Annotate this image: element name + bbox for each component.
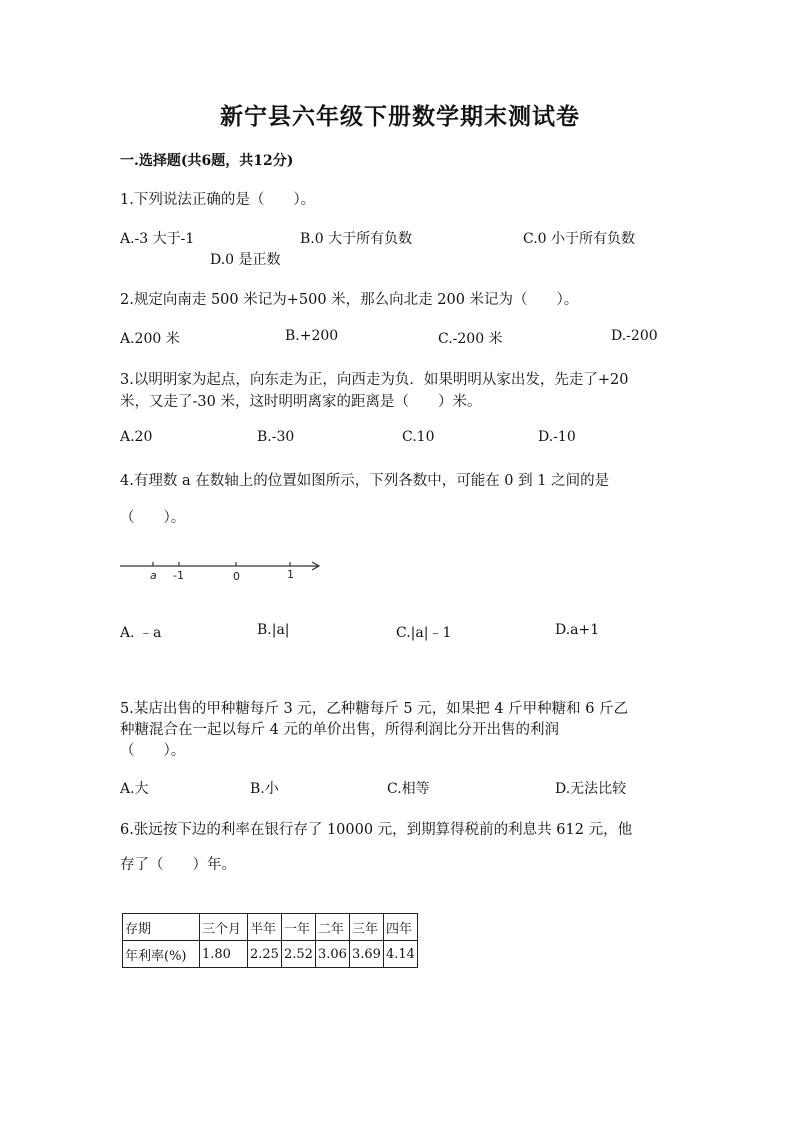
table-cell: 3.69 [350,941,384,968]
section-heading: 一.选择题(共6题，共12分) [120,153,294,169]
table-cell: 存期 [123,914,200,941]
table-cell: 年利率(%) [123,941,200,968]
question-1-stem: 1.下列说法正确的是（ ）。 [120,192,316,208]
table-cell: 半年 [248,914,282,941]
table-cell: 4.14 [384,941,418,968]
q3-option-b: B.-30 [257,429,295,445]
question-5-line-2: 种糖混合在一起以每斤 4 元的单价出售，所得利润比分开出售的利润 [120,722,559,738]
q2-option-b: B.+200 [285,328,339,344]
q1-option-d: D.0 是正数 [210,252,281,268]
q3-option-c: C.10 [402,429,435,445]
q2-option-c: C.-200 米 [438,331,503,347]
q1-option-a: A.-3 大于-1 [120,231,195,247]
table-cell: 一年 [282,914,316,941]
q2-option-d: D.-200 [611,328,658,344]
question-5-line-1: 5.某店出售的甲种糖每斤 3 元，乙种糖每斤 5 元，如果把 4 斤甲种糖和 6 斤乙 [120,701,629,717]
q5-option-d: D.无法比较 [555,781,627,797]
q1-option-b: B.0 大于所有负数 [300,231,413,247]
table-row-header [123,914,418,941]
question-6-line-2: 存了（ ）年。 [120,857,236,873]
q3-option-a: A.20 [120,429,153,445]
interest-rate-table [122,913,418,968]
question-6-line-1: 6.张远按下边的利率在银行存了 10000 元，到期算得税前的利息共 612 元，他 [120,822,633,838]
table-cell: 二年 [316,914,350,941]
q1-option-c: C.0 小于所有负数 [523,231,636,247]
axis-label-neg-1: -1 [173,569,184,582]
question-5-line-3: （ ）。 [120,743,186,759]
page-title: 新宁县六年级下册数学期末测试卷 [220,103,580,130]
axis-label-1: 1 [287,568,294,581]
question-4-line-2: （ ）。 [120,510,186,526]
q5-option-a: A.大 [120,781,149,797]
q5-option-c: C.相等 [387,781,430,797]
table-cell: 1.80 [200,941,248,968]
question-3-line-2: 米，又走了-30 米，这时明明离家的距离是（ ）米。 [120,394,482,410]
table-cell: 2.52 [282,941,316,968]
axis-label-a: a [150,569,157,582]
q2-option-a: A.200 米 [120,331,180,347]
q4-option-d: D.a+1 [555,622,600,638]
table-cell: 三年 [350,914,384,941]
q4-option-a: A. ﹣a [120,625,162,641]
table-cell: 2.25 [248,941,282,968]
table-cell: 3.06 [316,941,350,968]
question-4-line-1: 4.有理数 a 在数轴上的位置如图所示，下列各数中，可能在 0 到 1 之间的是 [120,473,610,489]
table-row-rates [123,941,418,968]
q5-option-b: B.小 [250,781,279,797]
q4-option-b: B.|a| [257,622,290,638]
q4-option-c: C.|a|﹣1 [396,625,452,641]
table-cell: 三个月 [200,914,248,941]
question-2-stem: 2.规定向南走 500 米记为+500 米，那么向北走 200 米记为（ ）。 [120,292,579,308]
axis-label-0: 0 [233,570,240,583]
table-cell: 四年 [384,914,418,941]
question-3-line-1: 3.以明明家为起点，向东走为正，向西走为负．如果明明从家出发，先走了+20 [120,372,629,388]
number-line-figure [118,556,328,590]
q3-option-d: D.-10 [538,429,576,445]
